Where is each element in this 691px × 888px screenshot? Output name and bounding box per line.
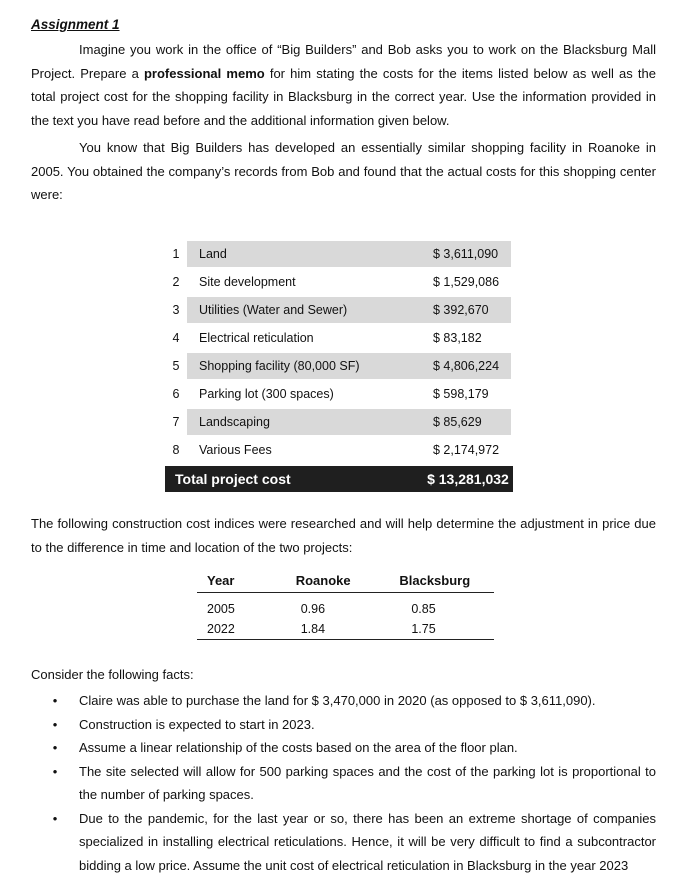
row-item: Utilities (Water and Sewer): [187, 297, 425, 323]
total-row: [165, 466, 513, 492]
bullet-icon: •: [52, 763, 58, 779]
row-item: Land: [187, 241, 425, 267]
row-number: 3: [165, 303, 187, 317]
fact-text: Assume a linear relationship of the costs based on the area of the floor plan.: [79, 740, 518, 755]
fact-text: The site selected will allow for 500 parking spaces and the cost of the parking lot is proportional to the number of parking spaces.: [79, 763, 656, 802]
row-value: $ 4,806,224: [425, 353, 511, 379]
bullet-icon: •: [52, 716, 58, 732]
table-row: [165, 380, 513, 408]
facts-list: [31, 689, 656, 877]
list-item: [31, 713, 656, 737]
list-item: [31, 760, 656, 807]
header-blacksburg: Blacksburg: [399, 572, 471, 588]
roanoke-paragraph-text: You know that Big Builders has developed an essentially similar shopping facility in Roanoke in 2005. You obtained the company’s records from Bob and found that the actual costs for this shopping center were:: [31, 140, 656, 202]
row-number: 8: [172, 443, 180, 457]
indices-paragraph: The following construction cost indices were researched and will help determine the adjustment in price due to the difference in time and location of the two projects:: [31, 516, 656, 555]
row-number: 4: [172, 331, 180, 345]
row-number: 2: [172, 275, 180, 289]
row-value: $ 2,174,972: [433, 443, 500, 457]
header-roanoke: Roanoke: [295, 572, 351, 588]
list-item: [31, 736, 656, 760]
row-value: $ 1,529,086: [433, 275, 500, 289]
table-row: [165, 352, 513, 380]
intro-bold-text: professional memo: [143, 65, 265, 81]
cell-roanoke: 0.96: [300, 602, 326, 616]
total-label: Total project cost: [175, 471, 291, 487]
intro-paragraph: [31, 38, 656, 132]
header-year: Year: [207, 572, 235, 588]
table-row: [197, 599, 494, 619]
row-item: Various Fees: [199, 443, 272, 457]
cell-blacksburg: 1.75: [411, 622, 436, 636]
roanoke-paragraph: [31, 136, 656, 207]
row-item: Parking lot (300 spaces): [199, 387, 334, 401]
table-row: [165, 240, 513, 268]
bullet-icon: •: [52, 810, 58, 826]
table-row: [165, 296, 513, 324]
table-row: [165, 324, 513, 352]
table-row: [165, 436, 513, 464]
list-item: [31, 689, 656, 713]
bullet-icon: •: [52, 693, 58, 708]
facts-intro: Consider the following facts:: [31, 667, 194, 682]
row-number: 7: [165, 415, 187, 429]
row-number: 1: [165, 247, 187, 261]
cell-roanoke: 1.84: [300, 622, 326, 636]
total-value: $ 13,281,032: [427, 471, 509, 487]
table-row: [165, 408, 513, 436]
intro-text-end: for him stating the costs for the items listed below as well as the total project cost for the shopping facility in Blacksburg in the correct year. Use the information provided in the text you have read before and the additional information given below.: [31, 65, 656, 128]
assignment-heading: Assignment 1: [31, 17, 120, 32]
cost-index-table: [197, 568, 494, 640]
bullet-icon: •: [52, 740, 58, 755]
fact-text: Construction is expected to start in 2023.: [79, 716, 315, 732]
row-value: $ 598,179: [433, 387, 489, 401]
row-value: $ 3,611,090: [425, 241, 511, 267]
row-value: $ 83,182: [433, 331, 482, 345]
row-value: $ 392,670: [425, 297, 511, 323]
cell-blacksburg: 0.85: [411, 602, 436, 616]
fact-text: Due to the pandemic, for the last year or so, there has been an extreme shortage of companies specialized in installing electrical reticulations. Hence, it will be very difficult to find a subcontractor bidding a low price. Assume the unit cost of electrical reticulation in Blacksburg in the year 2023: [79, 810, 656, 873]
index-table-header: [197, 568, 494, 593]
row-item: Shopping facility (80,000 SF): [187, 353, 425, 379]
row-item: Landscaping: [187, 409, 425, 435]
roanoke-cost-table: [165, 240, 513, 492]
cell-year: 2022: [207, 622, 235, 636]
cell-year: 2005: [207, 602, 235, 616]
row-item: Site development: [199, 275, 296, 289]
intro-text-start: Imagine you work in the office of “Big Builders” and Bob asks you to work on the Blacksburg Mall Project. Prepare a: [31, 42, 656, 81]
row-number: 5: [165, 359, 187, 373]
table-row: [197, 619, 494, 640]
row-item: Electrical reticulation: [199, 331, 314, 345]
fact-text: Claire was able to purchase the land for $ 3,470,000 in 2020 (as opposed to $ 3,611,090).: [79, 693, 596, 708]
list-item: [31, 807, 656, 878]
row-value: $ 85,629: [425, 409, 511, 435]
table-row: [165, 268, 513, 296]
row-number: 6: [172, 387, 180, 401]
